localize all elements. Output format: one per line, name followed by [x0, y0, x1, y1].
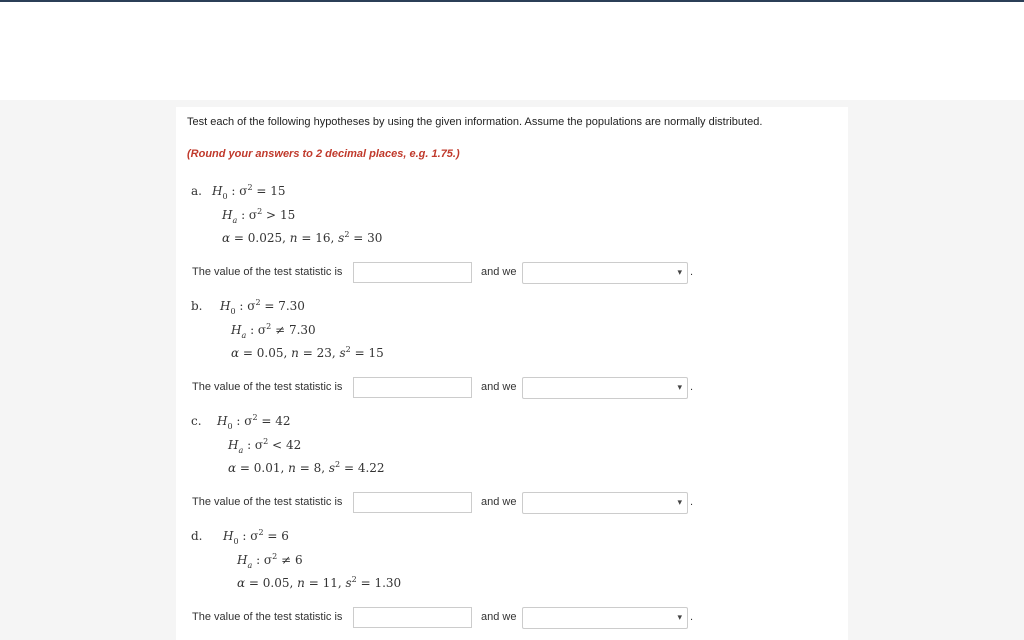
part-c-statistic-input[interactable]: [353, 492, 472, 513]
part-a-letter: a.: [191, 184, 202, 198]
part-b-decision-select[interactable]: [522, 377, 688, 399]
part-d-h0-value: 6: [281, 529, 289, 543]
chevron-down-icon: ▾: [677, 267, 682, 277]
part-b-ha-value: 7.30: [288, 323, 316, 337]
part-d-letter: d.: [191, 529, 203, 543]
part-a-h0: $H_0$ : $\sigma^2 = 15$: [212, 183, 286, 201]
part-c-s2: 4.22: [357, 461, 385, 475]
part-d-statistic-label: The value of the test statistic is: [192, 611, 343, 623]
instructions-text: Test each of the following hypotheses by using the given information. Assume the populations are normally distributed.: [187, 116, 763, 128]
part-d-ha-value: 6: [294, 553, 303, 567]
part-a-params: α = 0.025, n = 16, $s^2 = 30$: [222, 230, 383, 245]
part-c-ha: $H_a$ : $\sigma^2 < 42$: [228, 437, 302, 455]
part-b-n: 23: [316, 346, 332, 360]
part-b-h0-value: 7.30: [278, 299, 305, 313]
part-a-h0-value: 15: [270, 184, 286, 198]
part-a-s2: 30: [367, 231, 383, 245]
part-c-statistic-label: The value of the test statistic is: [192, 496, 343, 508]
part-b-and-we-label: and we: [481, 381, 517, 393]
part-d-alpha: 0.05: [262, 576, 290, 590]
part-b-ha: $H_a$ : $\sigma^2 \ne 7.30$: [231, 322, 316, 340]
part-a-ha: $H_a$ : $\sigma^2 > 15$: [222, 207, 296, 225]
part-b-alpha: 0.05: [256, 346, 284, 360]
part-c-h0: $H_0$ : $\sigma^2 = 42$: [217, 413, 291, 431]
rounding-note: (Round your answers to 2 decimal places, e.g. 1.75.): [187, 148, 460, 160]
part-d-ha-symbol: ≠: [281, 553, 292, 567]
chevron-down-icon: ▾: [677, 612, 682, 622]
part-b-statistic-label: The value of the test statistic is: [192, 381, 343, 393]
part-a-statistic-input[interactable]: [353, 262, 472, 283]
part-d-statistic-input[interactable]: [353, 607, 472, 628]
part-d-params: α = 0.05, n = 11, $s^2 = 1.30$: [237, 575, 402, 590]
part-d-period: .: [690, 611, 694, 623]
part-d-decision-select[interactable]: [522, 607, 688, 629]
part-c-letter: c.: [191, 414, 202, 428]
part-c-ha-value: 42: [285, 438, 302, 452]
part-c-h0-value: 42: [275, 414, 291, 428]
part-b-statistic-input[interactable]: [353, 377, 472, 398]
part-c-ha-symbol: <: [272, 438, 283, 452]
chevron-down-icon: ▾: [677, 497, 682, 507]
part-a-ha-value: 15: [279, 208, 296, 222]
part-a-alpha: 0.025: [247, 231, 283, 245]
part-a-period: .: [690, 266, 694, 278]
part-b-s2: 15: [368, 346, 384, 360]
part-c-and-we-label: and we: [481, 496, 517, 508]
part-d-s2: 1.30: [374, 576, 402, 590]
part-c-n: 8: [313, 461, 322, 475]
part-a-ha-symbol: >: [266, 208, 277, 222]
part-b-letter: b.: [191, 299, 203, 313]
part-b-params: α = 0.05, n = 23, $s^2 = 15$: [231, 345, 384, 360]
part-d-ha: $H_a$ : $\sigma^2 \ne 6$: [237, 552, 303, 570]
part-b-ha-symbol: ≠: [275, 323, 286, 337]
part-b-period: .: [690, 381, 694, 393]
part-c-alpha: 0.01: [253, 461, 281, 475]
part-d-h0: $H_0$ : $\sigma^2 = 6$: [223, 528, 289, 546]
part-b-h0: $H_0$ : $\sigma^2 = 7.30$: [220, 298, 305, 316]
part-a-n: 16: [315, 231, 331, 245]
chevron-down-icon: ▾: [677, 382, 682, 392]
part-c-period: .: [690, 496, 694, 508]
part-a-statistic-label: The value of the test statistic is: [192, 266, 343, 278]
part-a-and-we-label: and we: [481, 266, 517, 278]
part-d-n: 11: [322, 576, 338, 590]
part-d-and-we-label: and we: [481, 611, 517, 623]
part-c-params: α = 0.01, n = 8, $s^2 = 4.22$: [228, 460, 385, 475]
part-c-decision-select[interactable]: [522, 492, 688, 514]
top-border: [0, 0, 1024, 2]
part-a-decision-select[interactable]: [522, 262, 688, 284]
